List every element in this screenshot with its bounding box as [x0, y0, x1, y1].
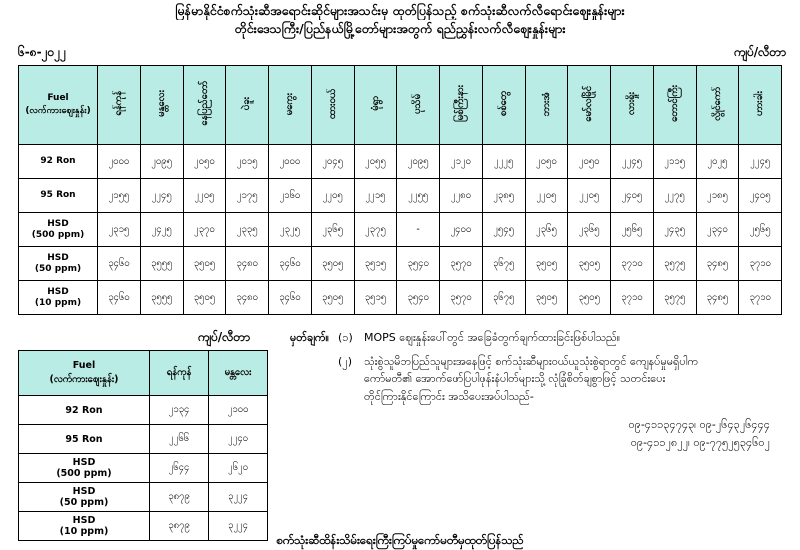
small-column-header-yangon: ရန်ကုန်	[150, 351, 209, 396]
column-header-sittwe	[482, 66, 525, 145]
cell-value: ၂၄၀၅	[739, 179, 782, 213]
small-row-label-line-1: HSD	[72, 485, 96, 497]
cell-value: ၂၀၁၅	[226, 145, 269, 179]
cell-value: ၂၂၆၆	[150, 425, 209, 454]
cell-value: ၂၀၀၀	[269, 145, 312, 179]
notes-label: မှတ်ချက်။	[290, 331, 330, 345]
row-label-line-1: 92 Ron	[40, 156, 76, 167]
wholesale-table-wrapper	[0, 329, 268, 541]
regional-price-table	[18, 65, 782, 315]
cell-value: ၃၅၀၅	[183, 281, 226, 315]
cell-value: ၃၅၇၀	[440, 281, 483, 315]
small-column-header-mandalay: မန္တလေး	[209, 351, 268, 396]
cell-value: ၂၃၄၀	[696, 213, 739, 247]
column-label: မကွေး	[284, 92, 296, 115]
column-header-mandalay	[140, 66, 183, 145]
column-header-hpaan	[525, 66, 568, 145]
cell-value: ၂၀၅၀	[183, 145, 226, 179]
cell-value: ၃၄၆၀	[98, 281, 141, 315]
cell-value: ၂၄၃၅	[653, 213, 696, 247]
cell-value: ၂၃၃၅	[226, 213, 269, 247]
row-label-line-1: HSD	[47, 218, 69, 229]
cell-value: ၂၀၉၅	[397, 145, 440, 179]
small-row-label-line-2: (50 ppm)	[59, 497, 109, 509]
row-label-hsd-500ppm	[19, 213, 98, 247]
cell-value: ၃၄၈၀	[226, 247, 269, 281]
cell-value: ၃၇၁၀	[739, 281, 782, 315]
cell-value: ၃၅၅၅	[140, 247, 183, 281]
note-text	[364, 353, 786, 406]
row-label-line-2: (50 ppm)	[34, 263, 82, 274]
cell-value: ၂၂၈၀	[440, 179, 483, 213]
cell-value: ၂၁၆၀	[269, 179, 312, 213]
small-row-label-line-1: 92 Ron	[65, 404, 103, 416]
note-item-2	[290, 353, 786, 406]
cell-value: ၃၄၈၀	[226, 281, 269, 315]
column-label: နေပြည်တော်	[198, 81, 210, 127]
row-label-hsd-50ppm	[19, 247, 98, 281]
cell-value: ၂၅၆၅	[739, 213, 782, 247]
cell-value: ၂၀၉၅	[140, 145, 183, 179]
date-and-unit-row	[0, 38, 800, 65]
note-text: MOPS ဈေးနှုန်းပေါ်တွင် အခြေခံတွက်ချက်ထားခြင်းဖြစ်ပါသည်။	[364, 331, 621, 345]
column-label: စစ်တွေ	[497, 91, 509, 117]
cell-value: ၂၃၈၅	[482, 179, 525, 213]
small-row-label-hsd-50ppm	[19, 483, 150, 512]
small-table-header-row	[19, 351, 268, 396]
cell-value: ၂၁၈၅	[696, 179, 739, 213]
column-header-loikaw	[696, 66, 739, 145]
small-row-label-line-1: 95 Ron	[65, 433, 103, 445]
column-header-magway	[269, 66, 312, 145]
main-table-header-row	[19, 66, 782, 145]
column-label: လားရှိုး	[626, 92, 638, 116]
cell-value: ၂၂၄၅	[739, 145, 782, 179]
cell-value: ၂၁၅၅	[98, 179, 141, 213]
cell-value: ၃၄၈၅	[696, 281, 739, 315]
phone-line-2: ၀၉-၄၁၁၂၈၂၂၊ ၀၉-၇၇၅၂၅၃၄၆၀၂	[630, 436, 770, 450]
small-fuel-header-line-1: Fuel	[72, 360, 96, 371]
cell-value: ၂၂၀၅	[568, 179, 611, 213]
cell-value: ၂၃၇၀	[183, 213, 226, 247]
column-label: မန္တလေး	[155, 90, 167, 118]
small-row-label-line-1: HSD	[72, 456, 96, 468]
small-row-label-line-2: (10 ppm)	[59, 526, 109, 538]
row-label-95ron	[19, 179, 98, 213]
cell-value: ၂၁၇၅	[226, 179, 269, 213]
cell-value: ၂၂၀၅	[311, 179, 354, 213]
cell-value: ၃၅၀၅	[311, 281, 354, 315]
wholesale-price-table	[18, 350, 268, 541]
small-row-label-92ron	[19, 396, 150, 425]
header-line-2: တိုင်းဒေသကြီး/ပြည်နယ်မြို့တော်များအတွက် ရည်ညွှန်းလက်လီဈေးနှုန်းများ	[234, 21, 566, 37]
main-table-head	[19, 66, 782, 145]
column-label: ဟားခါး	[754, 91, 766, 117]
column-header-mawlamyine	[568, 66, 611, 145]
cell-value: ၂၆၂၀	[209, 454, 268, 483]
cell-value: ၂၀၂၅	[696, 145, 739, 179]
column-header-pathein	[397, 66, 440, 145]
cell-value: ၃၅၀၅	[525, 247, 568, 281]
column-header-bago	[226, 66, 269, 145]
table-row	[19, 145, 782, 179]
cell-value: ၂၁၁၅	[653, 145, 696, 179]
column-label: ရန်ကုန်	[113, 91, 125, 117]
row-label-line-1: 95 Ron	[40, 190, 76, 201]
cell-value: ၂၂၇၅	[653, 179, 696, 213]
cell-value: ၃၆၇၅	[482, 247, 525, 281]
cell-value: -	[397, 213, 440, 247]
cell-value: ၂၄၂၅	[140, 213, 183, 247]
small-row-label-95ron	[19, 425, 150, 454]
cell-value: ၂၅၄၅	[482, 213, 525, 247]
small-fuel-header-line-2: (လက်ကားဈေးနှုန်း)	[49, 374, 119, 386]
cell-value: ၃၂၂၄	[209, 512, 268, 541]
cell-value: ၂၀၅၀	[568, 145, 611, 179]
cell-value: ၂၆၄၄	[150, 454, 209, 483]
cell-value: ၃၅၇၀	[440, 247, 483, 281]
cell-value: ၃၅၀၅	[568, 247, 611, 281]
column-label: မြစ်ကြီးနား	[455, 85, 467, 123]
small-row-label-hsd-500ppm	[19, 454, 150, 483]
cell-value: ၃၇၁၀	[611, 247, 654, 281]
column-label: ပုသိမ်	[412, 93, 424, 114]
small-row-label-line-2: (500 ppm)	[56, 468, 112, 480]
cell-value: ၃၅၇၅	[653, 281, 696, 315]
cell-value: ၂၃၆၅	[525, 213, 568, 247]
column-label: တောင်ကြီး	[668, 85, 680, 123]
cell-value: ၂၀၀၀	[98, 145, 141, 179]
column-label: ပဲခူး	[241, 97, 253, 111]
main-table-unit: ကျပ်/လီတာ	[733, 45, 786, 60]
cell-value: ၃၄၆၀	[269, 247, 312, 281]
announcement-date: ၆-၈-၂၀၂၂	[18, 45, 66, 60]
notes-section	[268, 329, 800, 453]
row-label-line-1: HSD	[47, 286, 69, 297]
table-row	[19, 483, 268, 512]
small-fuel-column-header	[19, 351, 150, 396]
small-row-label-line-1: HSD	[72, 514, 96, 526]
cell-value: ၃၈၇၉	[150, 483, 209, 512]
header-line-1: မြန်မာနိုင်ငံစက်သုံးဆီအရောင်းဆိုင်များအသင်းမှ ထုတ်ပြန်သည့် စက်သုံးဆီလက်လီရောင်းဈေးနှုန်းများ	[175, 3, 625, 18]
fuel-header-line-1: Fuel	[47, 92, 69, 103]
cell-value: ၃၅၄၀	[397, 247, 440, 281]
table-row	[19, 247, 782, 281]
column-header-hakha	[739, 66, 782, 145]
cell-value: ၂၃၇၅	[354, 213, 397, 247]
cell-value: ၃၄၆၀	[269, 281, 312, 315]
table-row	[19, 425, 268, 454]
cell-value: ၂၂၄၅	[140, 179, 183, 213]
cell-value: ၃၆၇၅	[482, 281, 525, 315]
lower-section	[0, 315, 800, 541]
cell-value: ၂၁၂၀	[440, 145, 483, 179]
cell-value: ၃၄၆၀	[98, 247, 141, 281]
cell-value: ၂၁၃၄	[150, 396, 209, 425]
phone-line-1: ၀၉-၄၁၁၃၄၇၄၃၊ ၀၉-၂၆၄၃၂၆၄၄၄	[628, 417, 770, 431]
column-label: လွိုင်ကော်	[711, 86, 723, 121]
cell-value: ၂၂၅၅	[397, 179, 440, 213]
fuel-header-line-2: (လက်ကားဈေးနှုန်း)	[25, 106, 91, 117]
small-table-unit: ကျပ်/လီတာ	[197, 330, 250, 345]
cell-value: ၂၂၀၅	[525, 179, 568, 213]
column-header-naypyitaw	[183, 66, 226, 145]
note-text-line-2: ကော်မတီ၏ အောက်ဖော်ပြပါဖုန်းနံပါတ်များသို့ လုံခြုံစိတ်ချစွာဖြင့် သတင်းပေး	[364, 372, 666, 386]
note-number: (၂)	[338, 354, 352, 368]
note-item-1	[290, 329, 786, 347]
cell-value: ၂၂၀၅	[183, 179, 226, 213]
cell-value: ၂၄၀၀	[440, 213, 483, 247]
document-header	[0, 0, 800, 38]
column-label: မော်လမြိုင်	[583, 85, 595, 122]
table-row	[19, 396, 268, 425]
cell-value: ၃၅၁၅	[354, 247, 397, 281]
cell-value: ၃၂၂၄	[209, 483, 268, 512]
cell-value: ၂၀၅၀	[525, 145, 568, 179]
row-label-92ron	[19, 145, 98, 179]
column-header-dawei	[311, 66, 354, 145]
cell-value: ၂၃၆၅	[568, 213, 611, 247]
row-label-line-2: (500 ppm)	[31, 229, 85, 240]
row-label-line-2: (10 ppm)	[34, 297, 82, 308]
cell-value: ၃၅၀၅	[525, 281, 568, 315]
column-label: မုံရွာ	[369, 96, 381, 112]
column-header-taunggyi	[653, 66, 696, 145]
contact-phone-list	[290, 416, 786, 453]
row-label-hsd-10ppm	[19, 281, 98, 315]
cell-value: ၃၅၇၅	[653, 247, 696, 281]
fuel-column-header	[19, 66, 98, 145]
column-header-lashio	[611, 66, 654, 145]
cell-value: ၃၇၁၀	[739, 247, 782, 281]
cell-value: ၂၂၄၀	[209, 425, 268, 454]
note-text-line-1: သုံးစွဲသူမိဘပြည်သူများအနေဖြင့် စက်သုံးဆီများဝယ်ယူသုံးစွဲရာတွင် ကျေနပ်မှုမရှိပါက	[364, 354, 699, 368]
cell-value: ၂၄၀၅	[611, 179, 654, 213]
main-table-body	[19, 145, 782, 315]
cell-value: ၃၇၁၀	[611, 281, 654, 315]
small-table-body	[19, 396, 268, 541]
cell-value: ၃၅၀၅	[311, 247, 354, 281]
cell-value: ၃၅၄၀	[397, 281, 440, 315]
row-label-line-1: HSD	[47, 252, 69, 263]
cell-value: ၂၃၁၅	[98, 213, 141, 247]
cell-value: ၃၅၀၅	[568, 281, 611, 315]
cell-value: ၃၅၁၅	[354, 281, 397, 315]
cell-value: ၃၄၈၅	[696, 247, 739, 281]
column-header-myitkyina	[440, 66, 483, 145]
cell-value: ၃၅၀၅	[183, 247, 226, 281]
table-row	[19, 454, 268, 483]
cell-value: ၂၃၂၅	[269, 213, 312, 247]
cell-value: ၂၃၆၅	[311, 213, 354, 247]
cell-value: ၃၈၇၉	[150, 512, 209, 541]
document-footer: စက်သုံးဆီထိန်းသိမ်းရေးကြီးကြပ်မှုကော်မတီမှထုတ်ပြန်သည်	[276, 533, 524, 547]
column-header-monywa	[354, 66, 397, 145]
small-table-head	[19, 351, 268, 396]
cell-value: ၂၂၁၅	[354, 179, 397, 213]
note-text-line-3: တိုင်ကြားနိုင်ကြောင်း အသိပေးအပ်ပါသည်-	[364, 390, 534, 404]
table-row	[19, 281, 782, 315]
cell-value: ၂၂၄၅	[611, 145, 654, 179]
note-number: (၁)	[338, 331, 353, 345]
column-label: ဘားအံ	[540, 91, 552, 116]
cell-value: ၂၁၀၀	[209, 396, 268, 425]
cell-value: ၂၀၄၅	[311, 145, 354, 179]
cell-value: ၂၅၆၅	[611, 213, 654, 247]
cell-value: ၂၀၅၅	[354, 145, 397, 179]
table-row	[19, 213, 782, 247]
cell-value: ၂၂၂၅	[482, 145, 525, 179]
table-row	[19, 179, 782, 213]
cell-value: ၃၅၅၅	[140, 281, 183, 315]
column-label: ထားဝယ်	[326, 88, 338, 119]
column-header-yangon	[98, 66, 141, 145]
